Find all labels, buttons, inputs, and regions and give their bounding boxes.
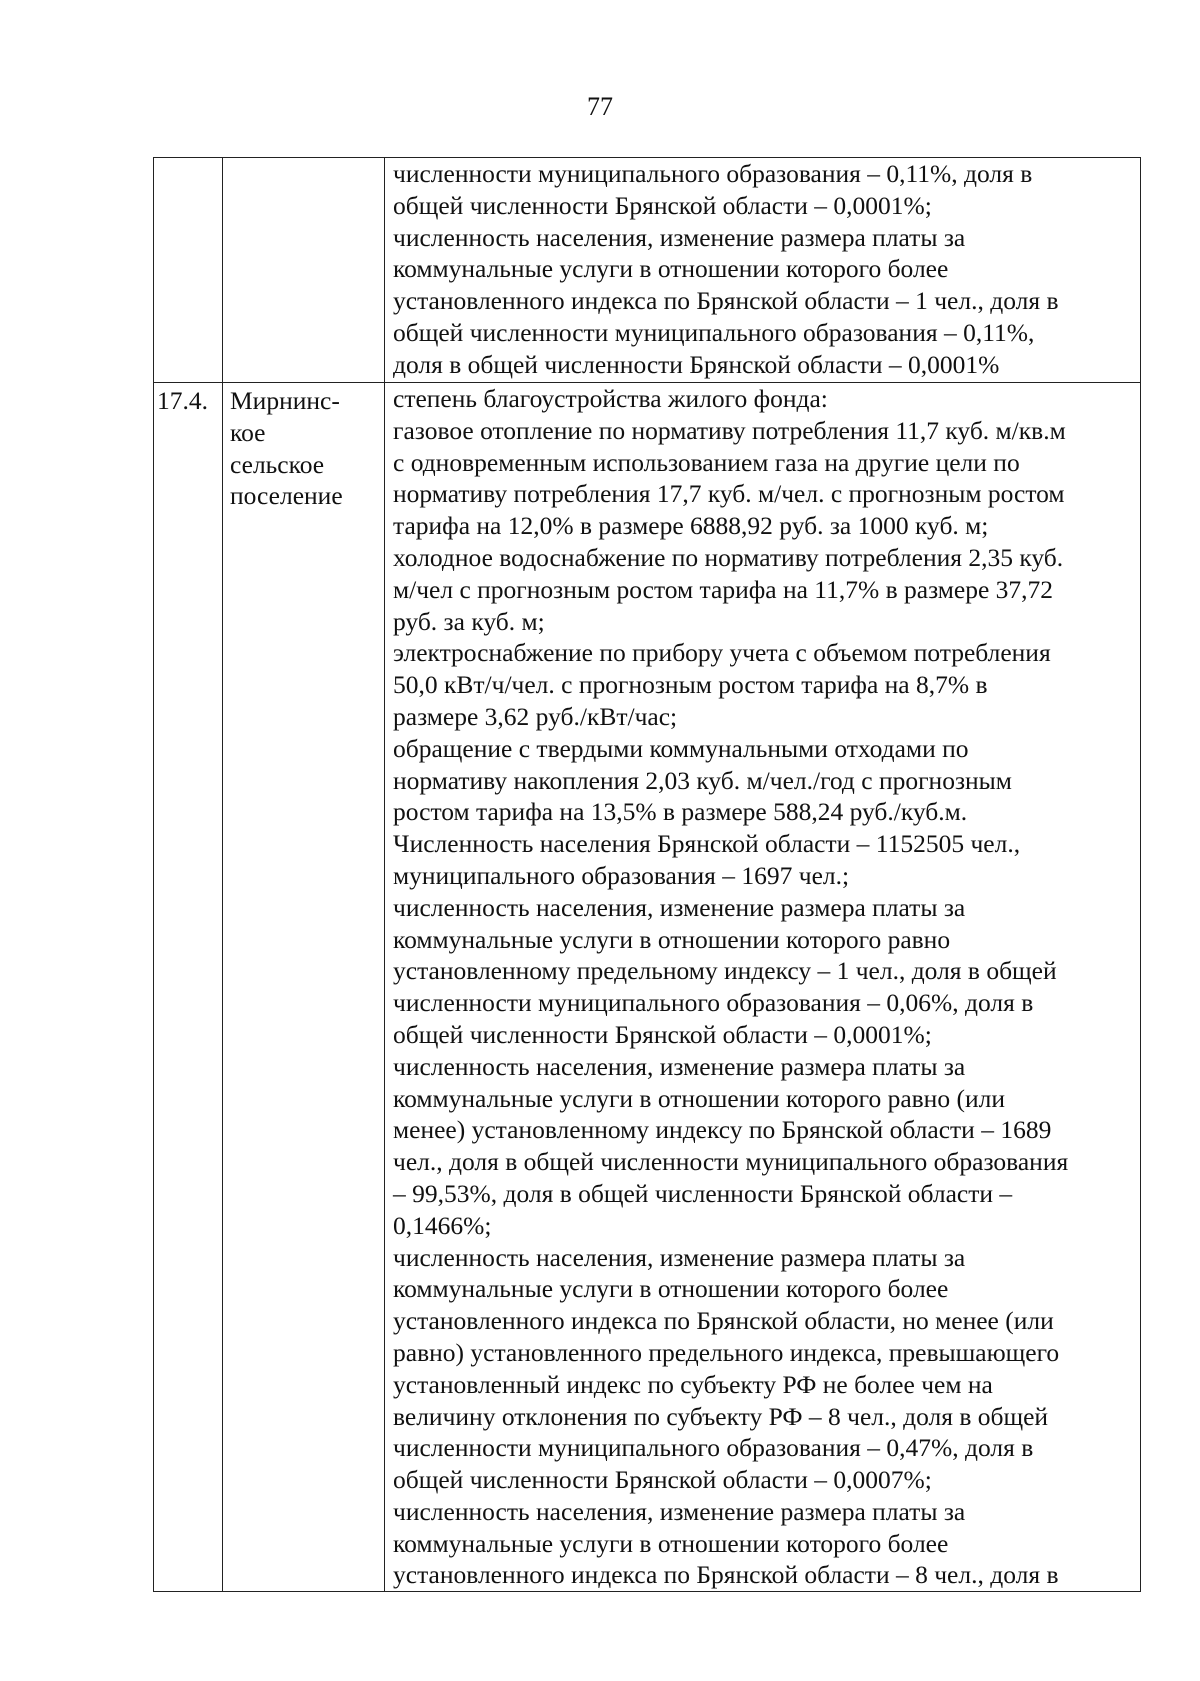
description-line: установленного индекса по Брянской области – 8 чел., доля в	[393, 1560, 1059, 1590]
description-line: численности муниципального образования – 0,06%, доля в	[393, 988, 1034, 1018]
row-number-cell	[154, 383, 223, 1592]
description-line: установленного индекса по Брянской области, но менее (или	[393, 1306, 1054, 1336]
description-line: тарифа на 12,0% в размере 6888,92 руб. за 1000 куб. м;	[393, 511, 989, 541]
description-line: коммунальные услуги в отношении которого более	[393, 1528, 949, 1558]
description-cell	[385, 158, 1141, 383]
description-line: величину отклонения по субъекту РФ – 8 чел., доля в общей	[393, 1401, 1049, 1431]
table-row	[154, 158, 1141, 383]
description-line: Численность населения Брянской области – 1152505 чел.,	[393, 829, 1021, 859]
description-line: численность населения, изменение размера платы за	[393, 1242, 966, 1272]
description-line: коммунальные услуги в отношении которого более	[393, 1274, 949, 1304]
municipality-name-line: поселение	[230, 481, 343, 511]
description-line: 50,0 кВт/ч/чел. с прогнозным ростом тарифа на 8,7% в	[393, 670, 988, 700]
description-line: 0,1466%;	[393, 1210, 492, 1240]
table-row	[154, 383, 1141, 1592]
description-line: установленному предельному индексу – 1 чел., доля в общей	[393, 956, 1057, 986]
description-line: размере 3,62 руб./кВт/час;	[393, 701, 678, 731]
description-line: доля в общей численности Брянской области – 0,0001%	[393, 349, 1000, 379]
description-line: равно) установленного предельного индекса, превышающего	[393, 1337, 1060, 1367]
description-line: нормативу потребления 17,7 куб. м/чел. с прогнозным ростом	[393, 479, 1065, 509]
description-line: степень благоустройства жилого фонда:	[393, 384, 828, 413]
description-line: коммунальные услуги в отношении которого равно	[393, 924, 951, 954]
description-line: коммунальные услуги в отношении которого более	[393, 254, 949, 284]
description-line: менее) установленному индексу по Брянской области – 1689	[393, 1115, 1052, 1145]
description-line: численность населения, изменение размера платы за	[393, 892, 966, 922]
description-line: численность населения, изменение размера платы за	[393, 1496, 966, 1526]
description-line: общей численности муниципального образования – 0,11%,	[393, 317, 1035, 347]
table-body	[154, 158, 1141, 1592]
description-line: чел., доля в общей численности муниципального образования	[393, 1147, 1069, 1177]
description-line: установленного индекса по Брянской области – 1 чел., доля в	[393, 286, 1059, 316]
description-line: ростом тарифа на 13,5% в размере 588,24 руб./куб.м.	[393, 797, 968, 827]
municipality-name-cell	[223, 158, 385, 383]
description-line: общей численности Брянской области – 0,0001%;	[393, 190, 932, 220]
description-line: муниципального образования – 1697 чел.;	[393, 860, 850, 890]
description-cell	[385, 383, 1141, 1592]
description-line: газовое отопление по нормативу потребления 11,7 куб. м/кв.м	[393, 415, 1066, 445]
row-number: 17.4.	[157, 386, 208, 415]
description-line: численности муниципального образования – 0,11%, доля в	[393, 159, 1033, 188]
description-line: руб. за куб. м;	[393, 606, 545, 636]
description-line: общей численности Брянской области – 0,0001%;	[393, 1019, 932, 1049]
description-line: общей численности Брянской области – 0,0007%;	[393, 1465, 932, 1495]
description-line: холодное водоснабжение по нормативу потребления 2,35 куб.	[393, 542, 1064, 572]
description-line: численности муниципального образования – 0,47%, доля в	[393, 1433, 1034, 1463]
municipality-name-line: Мирнинс-	[230, 386, 340, 415]
municipality-name-line: кое	[230, 417, 266, 447]
municipality-name-line: сельское	[230, 449, 325, 479]
description-line: коммунальные услуги в отношении которого равно (или	[393, 1083, 1005, 1113]
description-line: с одновременным использованием газа на другие цели по	[393, 447, 1020, 477]
description-line: численность населения, изменение размера платы за	[393, 222, 966, 252]
description-line: – 99,53%, доля в общей численности Брянской области –	[393, 1178, 1013, 1208]
page-number: 77	[587, 92, 613, 121]
description-line: нормативу накопления 2,03 куб. м/чел./год с прогнозным	[393, 765, 1012, 795]
description-line: м/чел с прогнозным ростом тарифа на 11,7% в размере 37,72	[393, 574, 1054, 604]
row-number-cell	[154, 158, 223, 383]
municipality-name-cell	[223, 383, 385, 1592]
description-line: установленный индекс по субъекту РФ не более чем на	[393, 1369, 993, 1399]
description-line: обращение с твердыми коммунальными отходами по	[393, 733, 969, 763]
description-line: численность населения, изменение размера платы за	[393, 1051, 966, 1081]
description-line: электроснабжение по прибору учета с объемом потребления	[393, 638, 1051, 668]
data-table	[153, 157, 1141, 1592]
